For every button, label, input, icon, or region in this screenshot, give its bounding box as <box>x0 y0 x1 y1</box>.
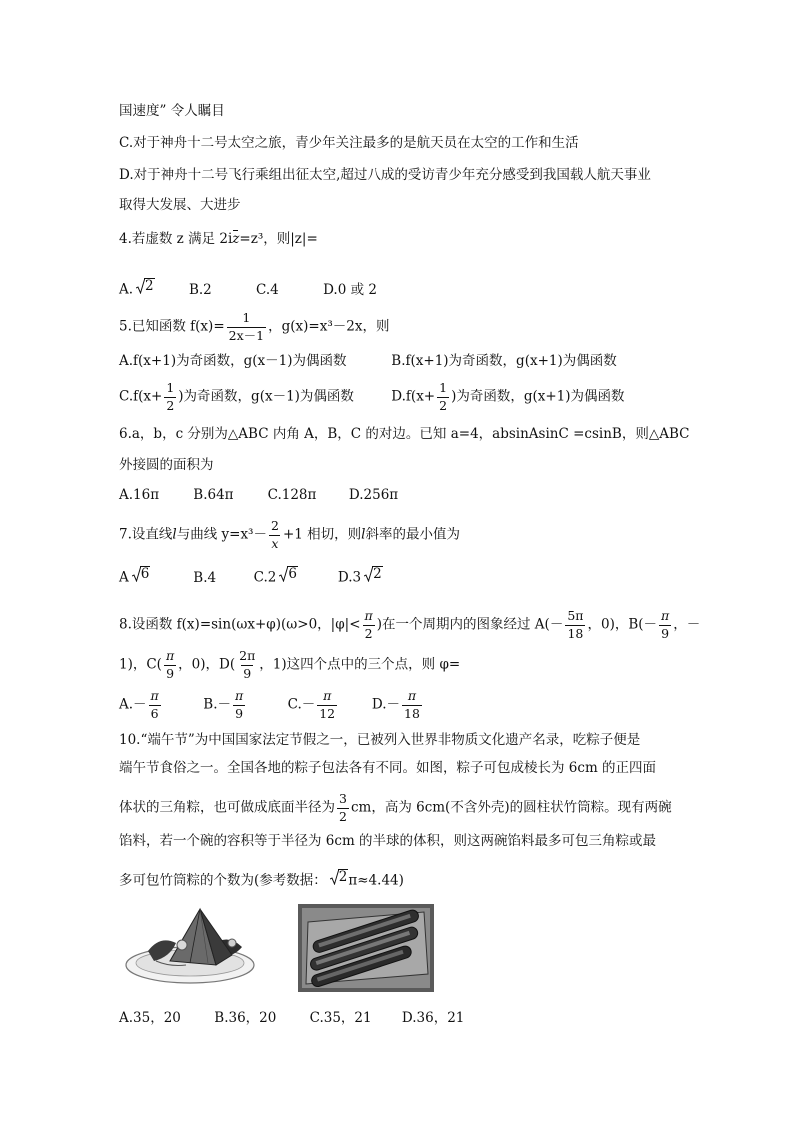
q8-options <box>119 690 424 720</box>
q6-option-a: A.16π <box>119 487 160 503</box>
q8-fraction-1 <box>363 610 375 640</box>
q4-option-b: B.2 <box>188 281 212 298</box>
fraction-denominator: x <box>271 535 279 551</box>
q7-stem-b: 与曲线 y=x³－ <box>176 526 267 543</box>
q8-stem-d: ，－ <box>673 616 701 633</box>
q8-line2-b: ，0)，D( <box>178 656 236 673</box>
q5-option-d <box>391 382 624 412</box>
q7-var-l: l <box>172 526 177 543</box>
q7-option-c-radicand: 6 <box>288 566 297 582</box>
fraction-numerator: π <box>235 688 244 703</box>
q5-option-c-fraction <box>164 382 176 412</box>
q7-option-a-radicand: 6 <box>140 566 150 582</box>
q8-option-a-label: A.－ <box>119 696 147 713</box>
fraction-numerator: π <box>165 648 175 663</box>
q8-stem-b: )在一个周期内的图象经过 A(－ <box>376 616 564 633</box>
fraction-numerator: π <box>150 688 159 703</box>
q8-option-d-label: D.－ <box>371 696 401 713</box>
sqrt-symbol <box>279 566 298 582</box>
q10-option-b: B.36，20 <box>214 1010 277 1026</box>
q10-option-d: D.36，21 <box>401 1010 465 1026</box>
q7-option-c <box>254 566 334 585</box>
q8-option-b-fraction <box>233 690 245 720</box>
q7-stem <box>119 520 460 550</box>
q7-option-b: B.4 <box>193 569 217 586</box>
q10-stem-line1: 10.“端午节”为中国国家法定节假之一，已被列入世界非物质文化遗产名录，吃粽子便是 <box>119 732 641 748</box>
q8-option-c-label: C.－ <box>287 696 316 713</box>
fraction-denominator: 12 <box>319 705 336 721</box>
fraction-numerator: 3 <box>339 791 347 806</box>
fraction-numerator: π <box>661 608 670 623</box>
bamboo-tube-zongzi-photo <box>298 904 434 992</box>
q5-option-c <box>119 382 387 412</box>
q3-text-line: 国速度” 令人瞩目 <box>119 103 225 119</box>
fraction-denominator: 2 <box>166 397 175 413</box>
q4-option-a <box>119 278 155 297</box>
q10-radicand: 2 <box>338 869 348 885</box>
q8-option-c <box>288 690 368 720</box>
q6-option-b: B.64π <box>193 487 234 503</box>
fraction-numerator: 1 <box>242 310 251 325</box>
fraction-numerator: 5π <box>567 608 584 623</box>
q4-option-a-label: A. <box>119 281 134 298</box>
q8-option-b-label: B.－ <box>203 696 232 713</box>
q5-option-d-a: D.f(x+ <box>391 388 436 405</box>
q5-option-c-b: )为奇函数，g(x－1)为偶函数 <box>178 388 354 405</box>
q4-stem-a: 4.若虚数 z 满足 2i <box>119 231 233 247</box>
q7-option-d-label: D.3 <box>337 569 362 586</box>
q8-option-a-fraction <box>149 690 161 720</box>
fraction-denominator: 2x－1 <box>228 327 265 343</box>
sqrt-symbol <box>330 869 349 885</box>
sqrt-symbol <box>132 566 151 582</box>
q5-option-a: A.f(x+1)为奇函数，g(x－1)为偶函数 <box>119 353 347 369</box>
q7-stem-d: 斜率的最小值为 <box>365 526 460 543</box>
fraction-numerator: π <box>323 688 332 703</box>
q8-fraction-4 <box>164 650 176 680</box>
fraction-numerator: 2 <box>270 518 279 533</box>
q5-fraction <box>227 312 266 342</box>
q7-option-a <box>119 566 189 585</box>
q4-option-d: D.0 或 2 <box>323 281 377 298</box>
q7-option-d <box>338 566 383 585</box>
q10-option-a: A.35，20 <box>119 1010 181 1026</box>
q7-stem-a: 7.设直线 <box>119 526 173 543</box>
q10-stem-line4: 馅料，若一个碗的容积等于半径为 6cm 的半球的体积，则这两碗馅料最多可包三角粽或最 <box>119 833 657 849</box>
q10-line3-b: cm，高为 6cm(不含外壳)的圆柱状竹筒粽。现有两碗 <box>350 799 672 816</box>
q7-fraction <box>269 520 281 550</box>
q10-fraction <box>337 793 349 823</box>
q5-stem <box>119 312 389 342</box>
q3-option-d-line1: D.对于神舟十二号飞行乘组出征太空,超过八成的受访青少年充分感受到我国载人航天事业 <box>119 167 651 183</box>
q6-option-d: D.256π <box>348 487 399 503</box>
q7-option-a-label: A <box>119 569 129 586</box>
q5-stem-b: ，g(x)=x³－2x，则 <box>268 318 390 335</box>
q3-option-c: C.对于神舟十二号太空之旅，青少年关注最多的是航天员在太空的工作和生活 <box>119 135 579 151</box>
q4-option-a-radicand: 2 <box>145 278 154 294</box>
q8-option-b <box>203 690 283 720</box>
fraction-denominator: 9 <box>661 625 670 641</box>
q10-line5-a: 多可包竹筒粽的个数为(参考数据： <box>119 872 327 889</box>
fraction-denominator: 2 <box>439 397 448 413</box>
fraction-numerator: π <box>364 608 373 623</box>
q4-option-c: C.4 <box>256 281 279 298</box>
q6-options <box>119 489 398 503</box>
q8-option-d-fraction <box>402 690 422 720</box>
q5-options-cd <box>119 382 625 412</box>
q10-stem-line3 <box>119 793 672 823</box>
fraction-numerator: 2π <box>239 648 256 663</box>
fraction-numerator: 1 <box>166 380 175 395</box>
q5-stem-a: 5.已知函数 f(x)= <box>119 318 225 335</box>
q7-option-c-label: C.2 <box>253 569 277 586</box>
fraction-denominator: 18 <box>404 705 420 721</box>
q7-var-l2: l <box>361 526 366 543</box>
q8-stem-a: 8.设函数 f(x)=sin(ωx+φ)(ω>0，|φ|< <box>119 616 361 633</box>
z-conjugate: z <box>232 231 240 247</box>
q4-options <box>119 278 377 297</box>
q10-stem-line5 <box>119 869 404 888</box>
fraction-denominator: 9 <box>243 665 252 681</box>
fraction-denominator: 9 <box>235 705 244 721</box>
q6-option-c: C.128π <box>267 487 317 503</box>
q5-option-d-fraction <box>437 382 449 412</box>
q7-options <box>119 566 383 585</box>
q8-option-a <box>119 690 199 720</box>
q7-option-d-radicand: 2 <box>373 566 382 582</box>
q8-fraction-2 <box>565 610 585 640</box>
q8-option-d <box>372 690 424 720</box>
fraction-denominator: 6 <box>150 705 159 721</box>
q4-stem-b: =z³，则|z|= <box>239 231 318 247</box>
fraction-denominator: 2 <box>339 808 347 824</box>
q8-stem-line1 <box>119 610 700 640</box>
q6-stem-line2: 外接圆的面积为 <box>119 457 214 473</box>
q8-stem-c: ，0)，B(－ <box>587 616 658 633</box>
sqrt-symbol <box>364 566 383 582</box>
fraction-denominator: 18 <box>567 625 584 641</box>
triangular-zongzi-photo <box>120 905 255 987</box>
q10-stem-line2: 端午节食俗之一。全国各地的粽子包法各有不同。如图，粽子可包成棱长为 6cm 的正四面 <box>119 760 657 776</box>
q10-line5-b: π≈4.44) <box>348 872 404 889</box>
q10-option-c: C.35，21 <box>309 1010 372 1026</box>
q8-line2-a: 1)，C( <box>119 656 162 673</box>
q5-options-ab <box>119 355 617 369</box>
q4-stem <box>119 233 318 247</box>
q10-line3-a: 体状的三角粽，也可做成底面半径为 <box>119 799 335 816</box>
q7-stem-c: +1 相切，则 <box>282 526 362 543</box>
q8-fraction-5 <box>237 650 257 680</box>
fraction-numerator: π <box>407 688 417 703</box>
q6-stem-line1: 6.a，b，c 分别为△ABC 内角 A，B，C 的对边。已知 a=4，absinAsinC =csinB，则△ABC <box>119 426 690 442</box>
q8-option-c-fraction <box>317 690 337 720</box>
q5-option-d-b: )为奇函数，g(x+1)为偶函数 <box>451 388 625 405</box>
fraction-numerator: 1 <box>439 380 448 395</box>
q8-stem-line2 <box>119 650 460 680</box>
q8-line2-c: ，1)这四个点中的三个点，则 φ= <box>259 656 461 673</box>
q5-option-c-a: C.f(x+ <box>119 388 163 405</box>
sqrt-symbol <box>136 278 155 294</box>
q5-option-b: B.f(x+1)为奇函数，g(x+1)为偶函数 <box>391 353 617 369</box>
fraction-denominator: 9 <box>166 665 175 681</box>
fraction-denominator: 2 <box>364 625 373 641</box>
q3-option-d-line2: 取得大发展、大进步 <box>119 197 241 213</box>
q10-options <box>119 1012 464 1026</box>
q8-fraction-3 <box>659 610 671 640</box>
